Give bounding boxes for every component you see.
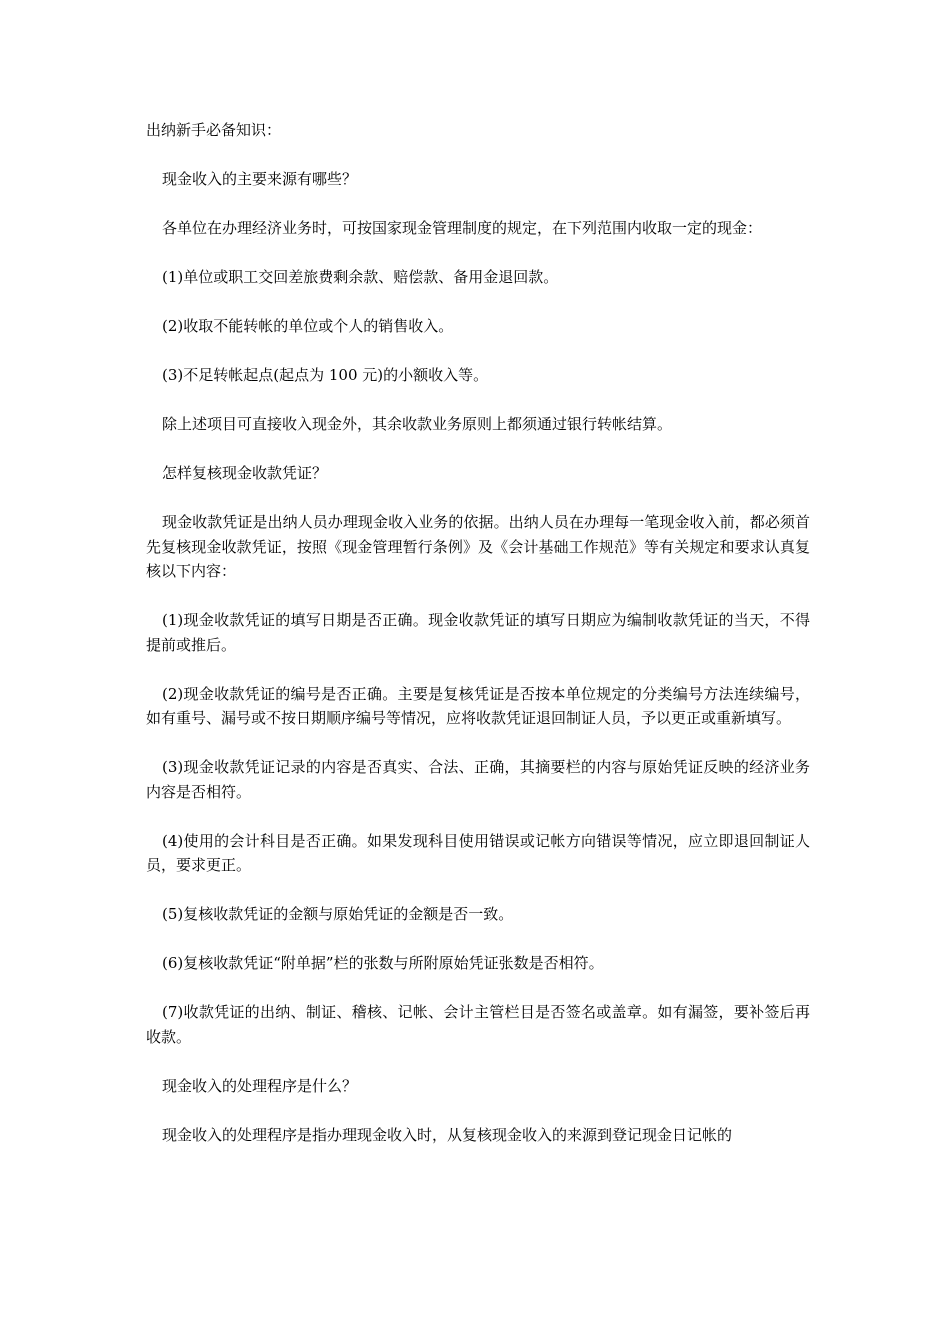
paragraph: 除上述项目可直接收入现金外，其余收款业务原则上都须通过银行转帐结算。 [162, 415, 673, 433]
list-item: (5)复核收款凭证的金额与原始凭证的金额是否一致。 [162, 905, 514, 923]
section-heading: 现金收入的处理程序是什么？ [162, 1076, 358, 1095]
list-item: (7)收款凭证的出纳、制证、稽核、记帐、会计主管栏目是否签名或盖章。如有漏签，要补签后再收款。 [146, 1003, 810, 1046]
list-item: (3)不足转帐起点(起点为 100 元)的小额收入等。 [162, 366, 489, 384]
paragraph: 现金收款凭证是出纳人员办理现金收入业务的依据。出纳人员在办理每一笔现金收入前，都必须首先复核现金收款凭证，按照《现金管理暂行条例》及《会计基础工作规范》等有关规定和要求认真复核以下内容： [146, 513, 810, 580]
list-item: (4)使用的会计科目是否正确。如果发现科目使用错误或记帐方向错误等情况，应立即退回制证人员，要求更正。 [146, 831, 810, 874]
list-item: (1)现金收款凭证的填写日期是否正确。现金收款凭证的填写日期应为编制收款凭证的当天，不得提前或推后。 [146, 611, 810, 654]
document-body [146, 118, 810, 1172]
list-item: (2)现金收款凭证的编号是否正确。主要是复核凭证是否按本单位规定的分类编号方法连续编号，如有重号、漏号或不按日期顺序编号等情况，应将收款凭证退回制证人员，予以更正或重新填写。 [146, 684, 810, 727]
section-heading: 怎样复核现金收款凭证？ [162, 464, 328, 482]
list-item: (1)单位或职工交回差旅费剩余款、赔偿款、备用金退回款。 [162, 268, 559, 286]
paragraph: 各单位在办理经济业务时，可按国家现金管理制度的规定，在下列范围内收取一定的现金： [162, 219, 763, 237]
list-item: (6)复核收款凭证“附单据”栏的张数与所附原始凭证张数是否相符。 [162, 954, 604, 972]
paragraph: 现金收入的处理程序是指办理现金收入时，从复核现金收入的来源到登记现金日记帐的 [162, 1125, 733, 1144]
list-item: (2)收取不能转帐的单位或个人的销售收入。 [162, 317, 454, 335]
document-title: 出纳新手必备知识： [146, 121, 282, 139]
list-item: (3)现金收款凭证记录的内容是否真实、合法、正确，其摘要栏的内容与原始凭证反映的经济业务内容是否相符。 [146, 758, 810, 801]
section-heading: 现金收入的主要来源有哪些？ [162, 170, 358, 188]
